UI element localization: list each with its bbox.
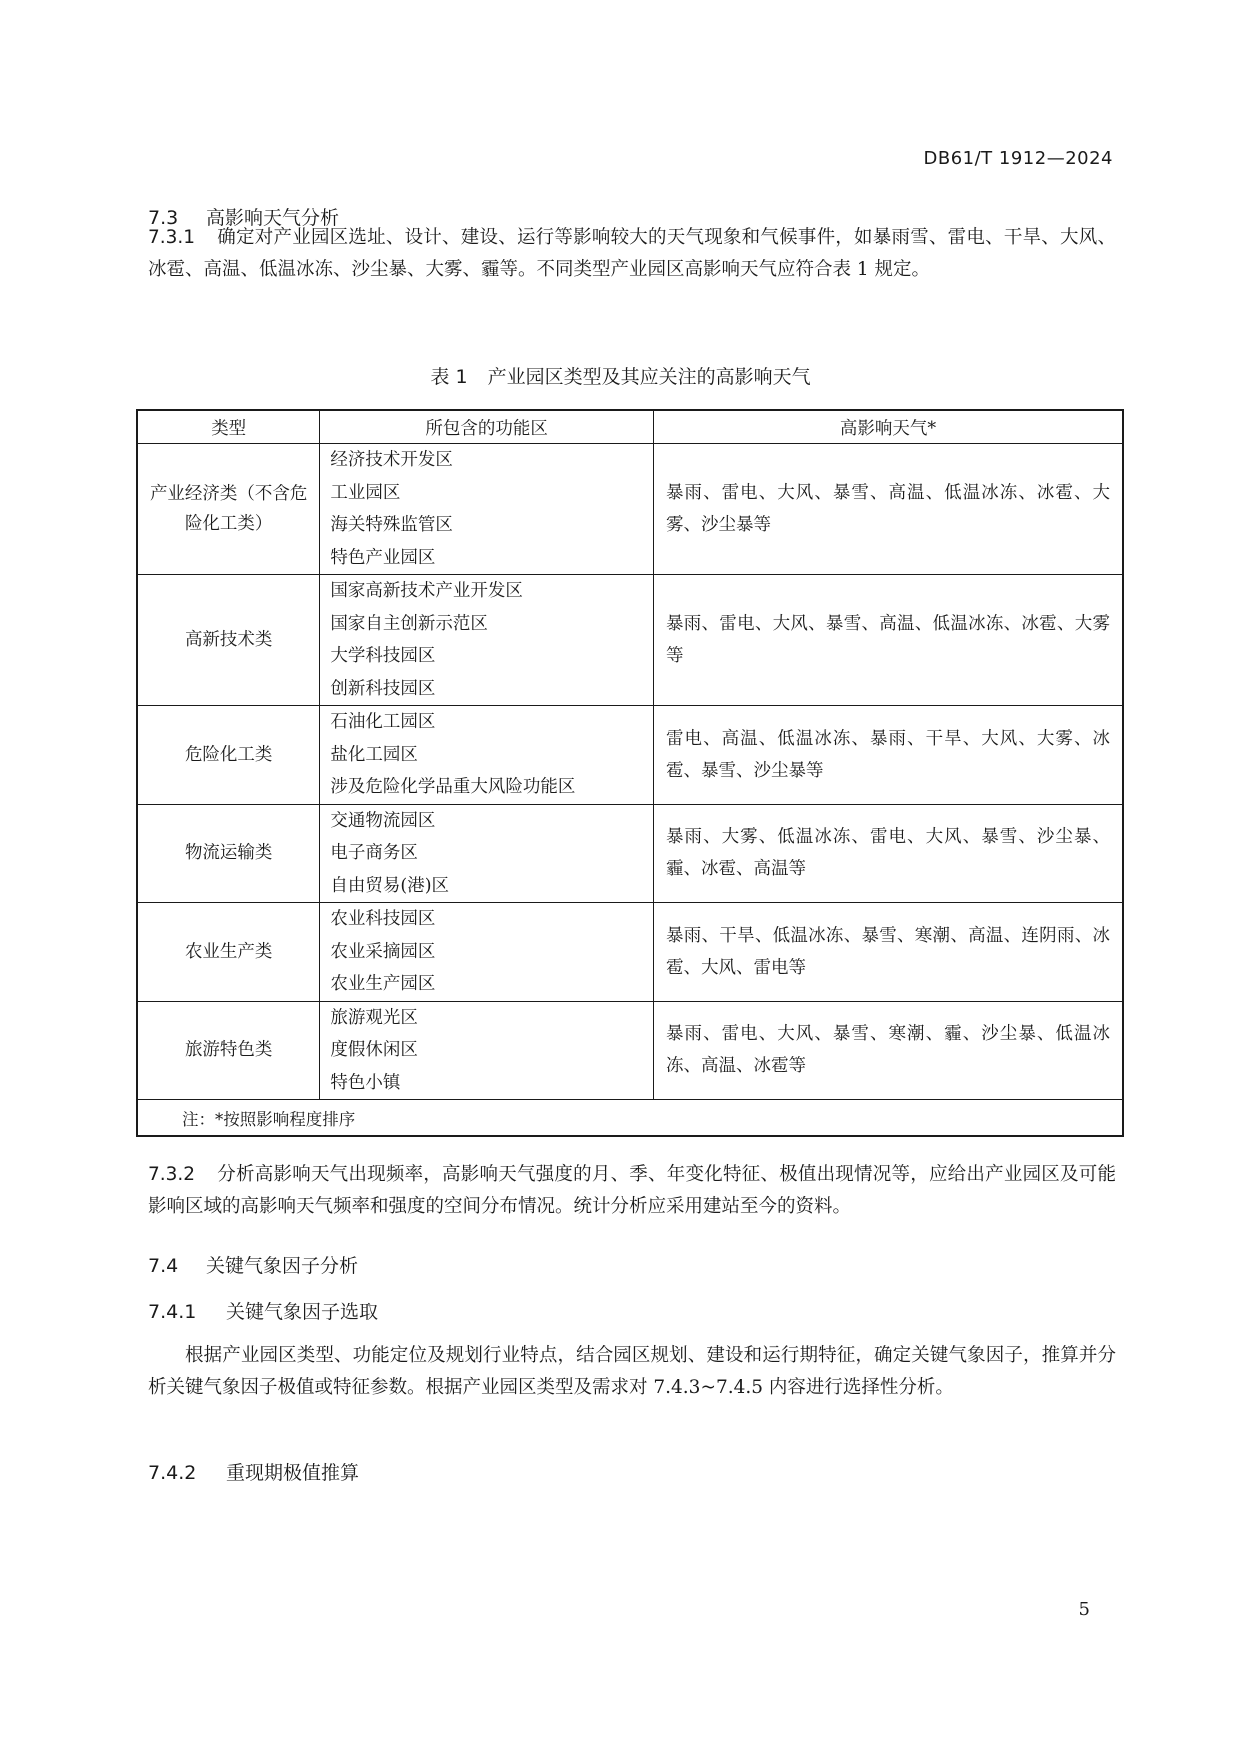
function-item: 农业采摘园区	[330, 941, 436, 962]
header-type: 类型	[137, 410, 320, 444]
clause-text: 确定对产业园区选址、设计、建设、运行等影响较大的天气现象和气候事件，如暴雨雪、雷电、干旱、大风、冰雹、高温、低温冰冻、沙尘暴、大雾、霾等。不同类型产业园区高影响天气应符合表 1 规定。	[148, 227, 1116, 280]
function-item: 交通物流园区	[330, 810, 436, 831]
function-list	[320, 444, 654, 575]
function-item: 旅游观光区	[330, 1007, 418, 1028]
park-type: 农业生产类	[137, 903, 320, 1002]
weather-list: 暴雨、干旱、低温冰冻、暴雪、寒潮、高温、连阴雨、冰雹、大风、雷电等	[653, 903, 1123, 1002]
section-title: 关键气象因子分析	[206, 1255, 359, 1277]
table-header-row	[137, 410, 1123, 444]
header-functions: 所包含的功能区	[320, 410, 654, 444]
park-type: 旅游特色类	[137, 1001, 320, 1100]
park-type: 高新技术类	[137, 575, 320, 706]
clause-number: 7.3.2	[148, 1164, 196, 1185]
function-item: 创新科技园区	[330, 678, 436, 699]
function-item: 大学科技园区	[330, 646, 436, 666]
function-list	[320, 706, 654, 805]
function-item: 自由贸易(港)区	[330, 875, 450, 896]
function-item: 电子商务区	[330, 843, 418, 863]
function-list	[320, 804, 654, 903]
section-7-4-1-heading	[148, 1297, 378, 1324]
table-row	[137, 444, 1123, 575]
function-item: 石油化工园区	[330, 712, 436, 732]
paragraph-7-3-2	[148, 1159, 1116, 1223]
table-row	[137, 804, 1123, 903]
section-number: 7.4.1	[148, 1301, 197, 1323]
document-code: DB61/T 1912—2024	[923, 148, 1113, 169]
table-note: 注：*按照影响程度排序	[137, 1100, 1123, 1137]
function-item: 特色产业园区	[330, 547, 436, 568]
weather-list: 雷电、高温、低温冰冻、暴雨、干旱、大风、大雾、冰雹、暴雪、沙尘暴等	[653, 706, 1123, 805]
park-weather-table	[136, 409, 1124, 1137]
function-item: 度假休闲区	[330, 1040, 418, 1060]
function-item: 盐化工园区	[330, 744, 418, 765]
table-caption	[0, 362, 1241, 389]
function-item: 涉及危险化学品重大风险功能区	[330, 777, 576, 797]
paragraph-7-3-1	[148, 222, 1116, 286]
header-weather: 高影响天气*	[653, 410, 1123, 444]
section-title: 重现期极值推算	[226, 1462, 360, 1484]
table-row	[137, 1001, 1123, 1100]
park-type: 产业经济类（不含危险化工类）	[137, 444, 320, 575]
function-list	[320, 903, 654, 1002]
park-type: 物流运输类	[137, 804, 320, 903]
table-caption-title: 产业园区类型及其应关注的高影响天气	[487, 366, 811, 388]
table-note-row	[137, 1100, 1123, 1137]
weather-list: 暴雨、雷电、大风、暴雪、高温、低温冰冻、冰雹、大雾等	[653, 575, 1123, 706]
weather-list: 暴雨、大雾、低温冰冻、雷电、大风、暴雪、沙尘暴、霾、冰雹、高温等	[653, 804, 1123, 903]
table-row	[137, 706, 1123, 805]
section-number: 7.4.2	[148, 1462, 197, 1484]
table-row	[137, 575, 1123, 706]
page-number: 5	[1078, 1599, 1090, 1620]
clause-text: 分析高影响天气出现频率，高影响天气强度的月、季、年变化特征、极值出现情况等，应给出产业园区及可能影响区域的高影响天气频率和强度的空间分布情况。统计分析应采用建站至今的资料。	[148, 1164, 1116, 1217]
function-item: 经济技术开发区	[330, 450, 453, 470]
function-item: 海关特殊监管区	[330, 515, 453, 535]
weather-list: 暴雨、雷电、大风、暴雪、高温、低温冰冻、冰雹、大雾、沙尘暴等	[653, 444, 1123, 575]
section-title: 关键气象因子选取	[226, 1301, 379, 1323]
clause-number: 7.3.1	[148, 227, 196, 248]
table-caption-number: 表 1	[430, 366, 468, 388]
section-7-4-2-heading	[148, 1458, 359, 1485]
function-item: 国家自主创新示范区	[330, 613, 488, 634]
section-7-4-heading	[148, 1251, 358, 1278]
table-row	[137, 903, 1123, 1002]
section-number: 7.3	[148, 207, 179, 229]
function-item: 国家高新技术产业开发区	[330, 581, 523, 601]
section-title: 高影响天气分析	[206, 207, 340, 229]
function-list	[320, 575, 654, 706]
function-item: 特色小镇	[330, 1072, 401, 1093]
function-list	[320, 1001, 654, 1100]
weather-list: 暴雨、雷电、大风、暴雪、寒潮、霾、沙尘暴、低温冰冻、高温、冰雹等	[653, 1001, 1123, 1100]
paragraph-7-4-1: 根据产业园区类型、功能定位及规划行业特点，结合园区规划、建设和运行期特征，确定关键气象因子，推算并分析关键气象因子极值或特征参数。根据产业园区类型及需求对 7.4.3~7.4.5 内容进行选择性分析。	[148, 1345, 1116, 1398]
function-item: 农业生产园区	[330, 974, 436, 994]
section-number: 7.4	[148, 1255, 179, 1277]
function-item: 工业园区	[330, 482, 401, 503]
function-item: 农业科技园区	[330, 909, 436, 929]
park-type: 危险化工类	[137, 706, 320, 805]
